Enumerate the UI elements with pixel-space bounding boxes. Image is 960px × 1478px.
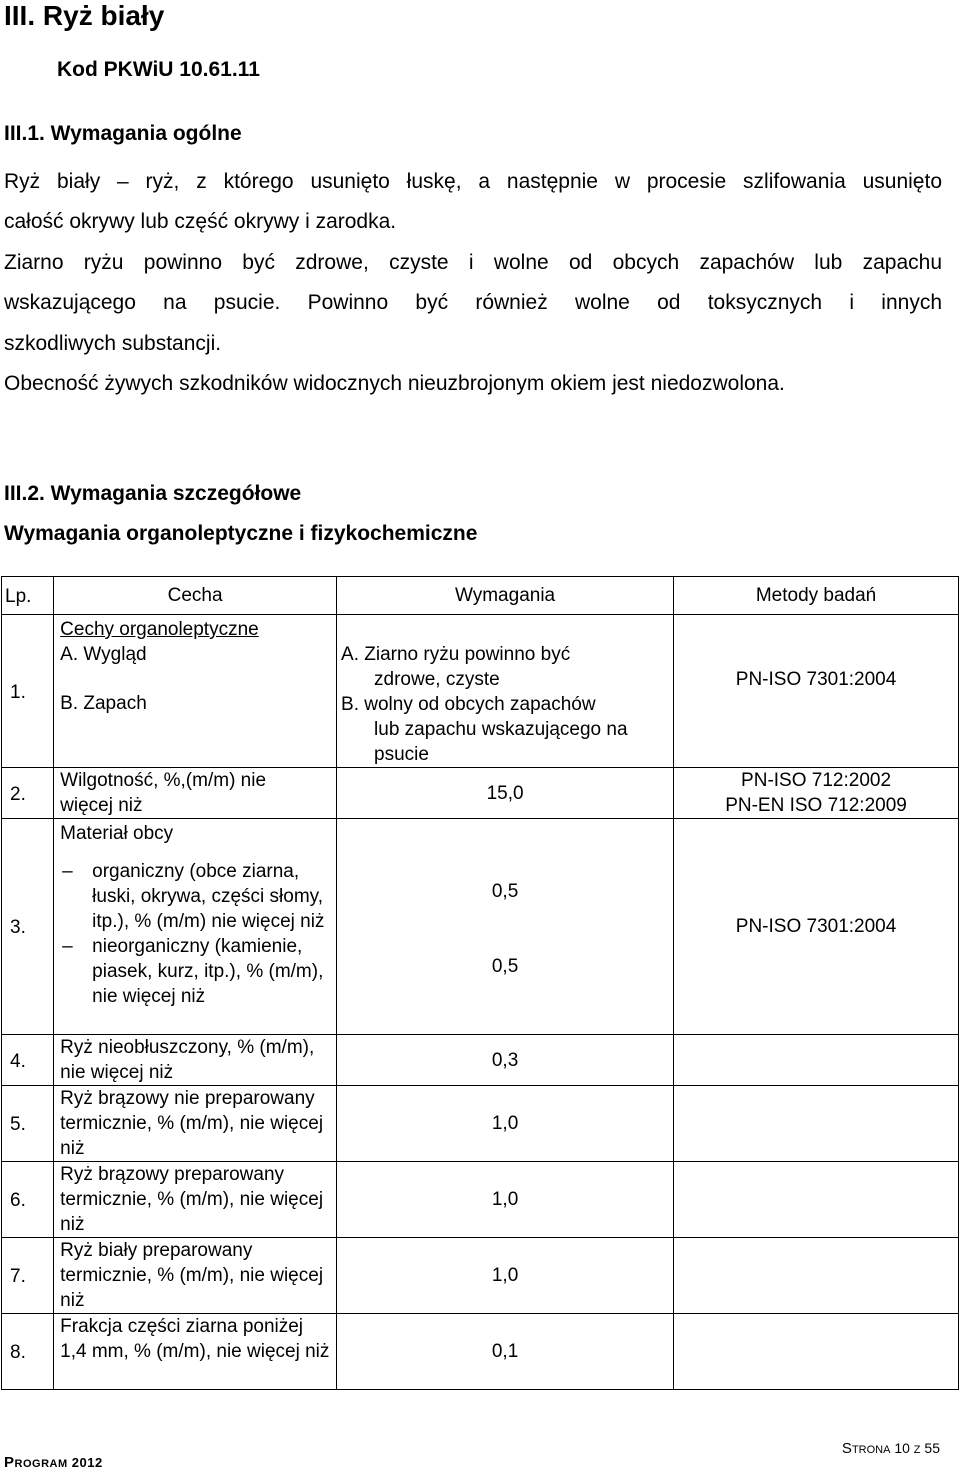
feature: Frakcja części ziarna poniżej 1,4 mm, % (m/m), nie więcej niż [60,1316,330,1362]
row-number: 1. [10,681,26,703]
req-appearance-line2: zdrowe, czyste [374,669,500,690]
feature-organic: organiczny (obce ziarna, łuski, okrywa, części słomy, itp.), % (m/m) nie więcej niż [92,861,325,932]
row-number: 7. [10,1266,26,1287]
value: 1,0 [491,1265,519,1286]
feature-moisture-line1: Wilgotność, %,(m/m) nie [60,770,267,791]
product-code: Kod PKWiU 10.61.11 [57,58,260,81]
row-number: 6. [10,1190,26,1211]
req-appearance-line1: A. Ziarno ryżu powinno być [341,644,571,665]
footer-program: PROGRAM 2012 [4,1454,103,1471]
header-metody: Metody badań [755,585,877,606]
table-row [2,1238,959,1314]
method-line2: PN-EN ISO 712:2009 [725,795,907,816]
row-number: 4. [10,1050,26,1072]
method-line1: PN-ISO 712:2002 [741,770,892,791]
header-cecha: Cecha [167,585,223,606]
feature-smell: B. Zapach [60,693,147,714]
feature: Ryż biały preparowany termicznie, % (m/m), nie więcej niż [60,1240,324,1311]
feature-group-foreign-material: Materiał obcy [60,823,174,844]
value-organic: 0,5 [491,881,519,902]
paragraph-definition-line1: Ryż biały – ryż, z którego usunięto łuskę, a następnie w procesie szlifowania usunięto [4,170,942,193]
table-row [2,1314,959,1390]
dash-bullet: – [62,936,73,957]
value: 0,1 [491,1341,519,1362]
row-number: 8. [10,1342,26,1363]
section-subheading: Wymagania organoleptyczne i fizykochemiczne [4,522,478,545]
feature: Ryż brązowy nie preparowany termicznie, % (m/m), nie więcej niż [60,1088,324,1159]
list-item [60,934,330,1009]
method: PN-ISO 7301:2004 [735,916,897,937]
feature: Ryż brązowy preparowany termicznie, % (m/m), nie więcej niż [60,1164,324,1235]
paragraph-grain-line3: szkodliwych substancji. [4,332,222,355]
feature-inorganic: nieorganiczny (kamienie, piasek, kurz, itp.), % (m/m), nie więcej niż [92,936,324,1007]
value-inorganic: 0,5 [491,956,519,977]
method: PN-ISO 7301:2004 [735,669,897,690]
page-title: III. Ryż biały [4,0,165,31]
value: 1,0 [491,1113,519,1134]
value: 0,3 [491,1049,519,1071]
value: 15,0 [486,782,524,804]
feature-appearance: A. Wygląd [60,644,147,665]
value: 1,0 [491,1189,519,1210]
feature-group-organoleptic: Cechy organoleptyczne [60,619,259,640]
table-row [2,819,959,1035]
req-smell-line2: lub zapachu wskazującego na [374,719,628,740]
footer-page-number: STRONA 10 Z 55 [841,1440,940,1457]
dash-bullet: – [62,861,73,882]
table-row [2,615,959,768]
row-number: 5. [10,1114,26,1135]
table-row [2,1086,959,1162]
paragraph-grain-line1: Ziarno ryżu powinno być zdrowe, czyste i wolne od obcych zapachów lub zapachu [4,251,942,274]
req-smell-line1: B. wolny od obcych zapachów [341,694,596,715]
feature-moisture-line2: więcej niż [60,795,143,816]
table-header-row [2,577,959,615]
paragraph-grain-line2: wskazującego na psucie. Powinno być również wolne od toksycznych i innych [4,291,942,314]
feature: Ryż nieobłuszczony, % (m/m), nie więcej niż [60,1037,315,1083]
row-number: 2. [10,783,26,805]
req-smell-line3: psucie [374,744,429,765]
table-row [2,768,959,819]
paragraph-definition-line2: całość okrywy lub część okrywy i zarodka. [4,210,397,233]
table-row [2,1035,959,1086]
table-row [2,1162,959,1238]
section-heading-general: III.1. Wymagania ogólne [4,122,242,145]
row-number: 3. [10,917,26,938]
section-heading-detailed: III.2. Wymagania szczegółowe [4,482,302,505]
header-wymagania: Wymagania [454,585,556,606]
paragraph-pests: Obecność żywych szkodników widocznych nieuzbrojonym okiem jest niedozwolona. [4,372,785,395]
requirements-table [1,576,959,1390]
header-lp: Lp. [5,586,32,607]
list-item [60,859,330,934]
